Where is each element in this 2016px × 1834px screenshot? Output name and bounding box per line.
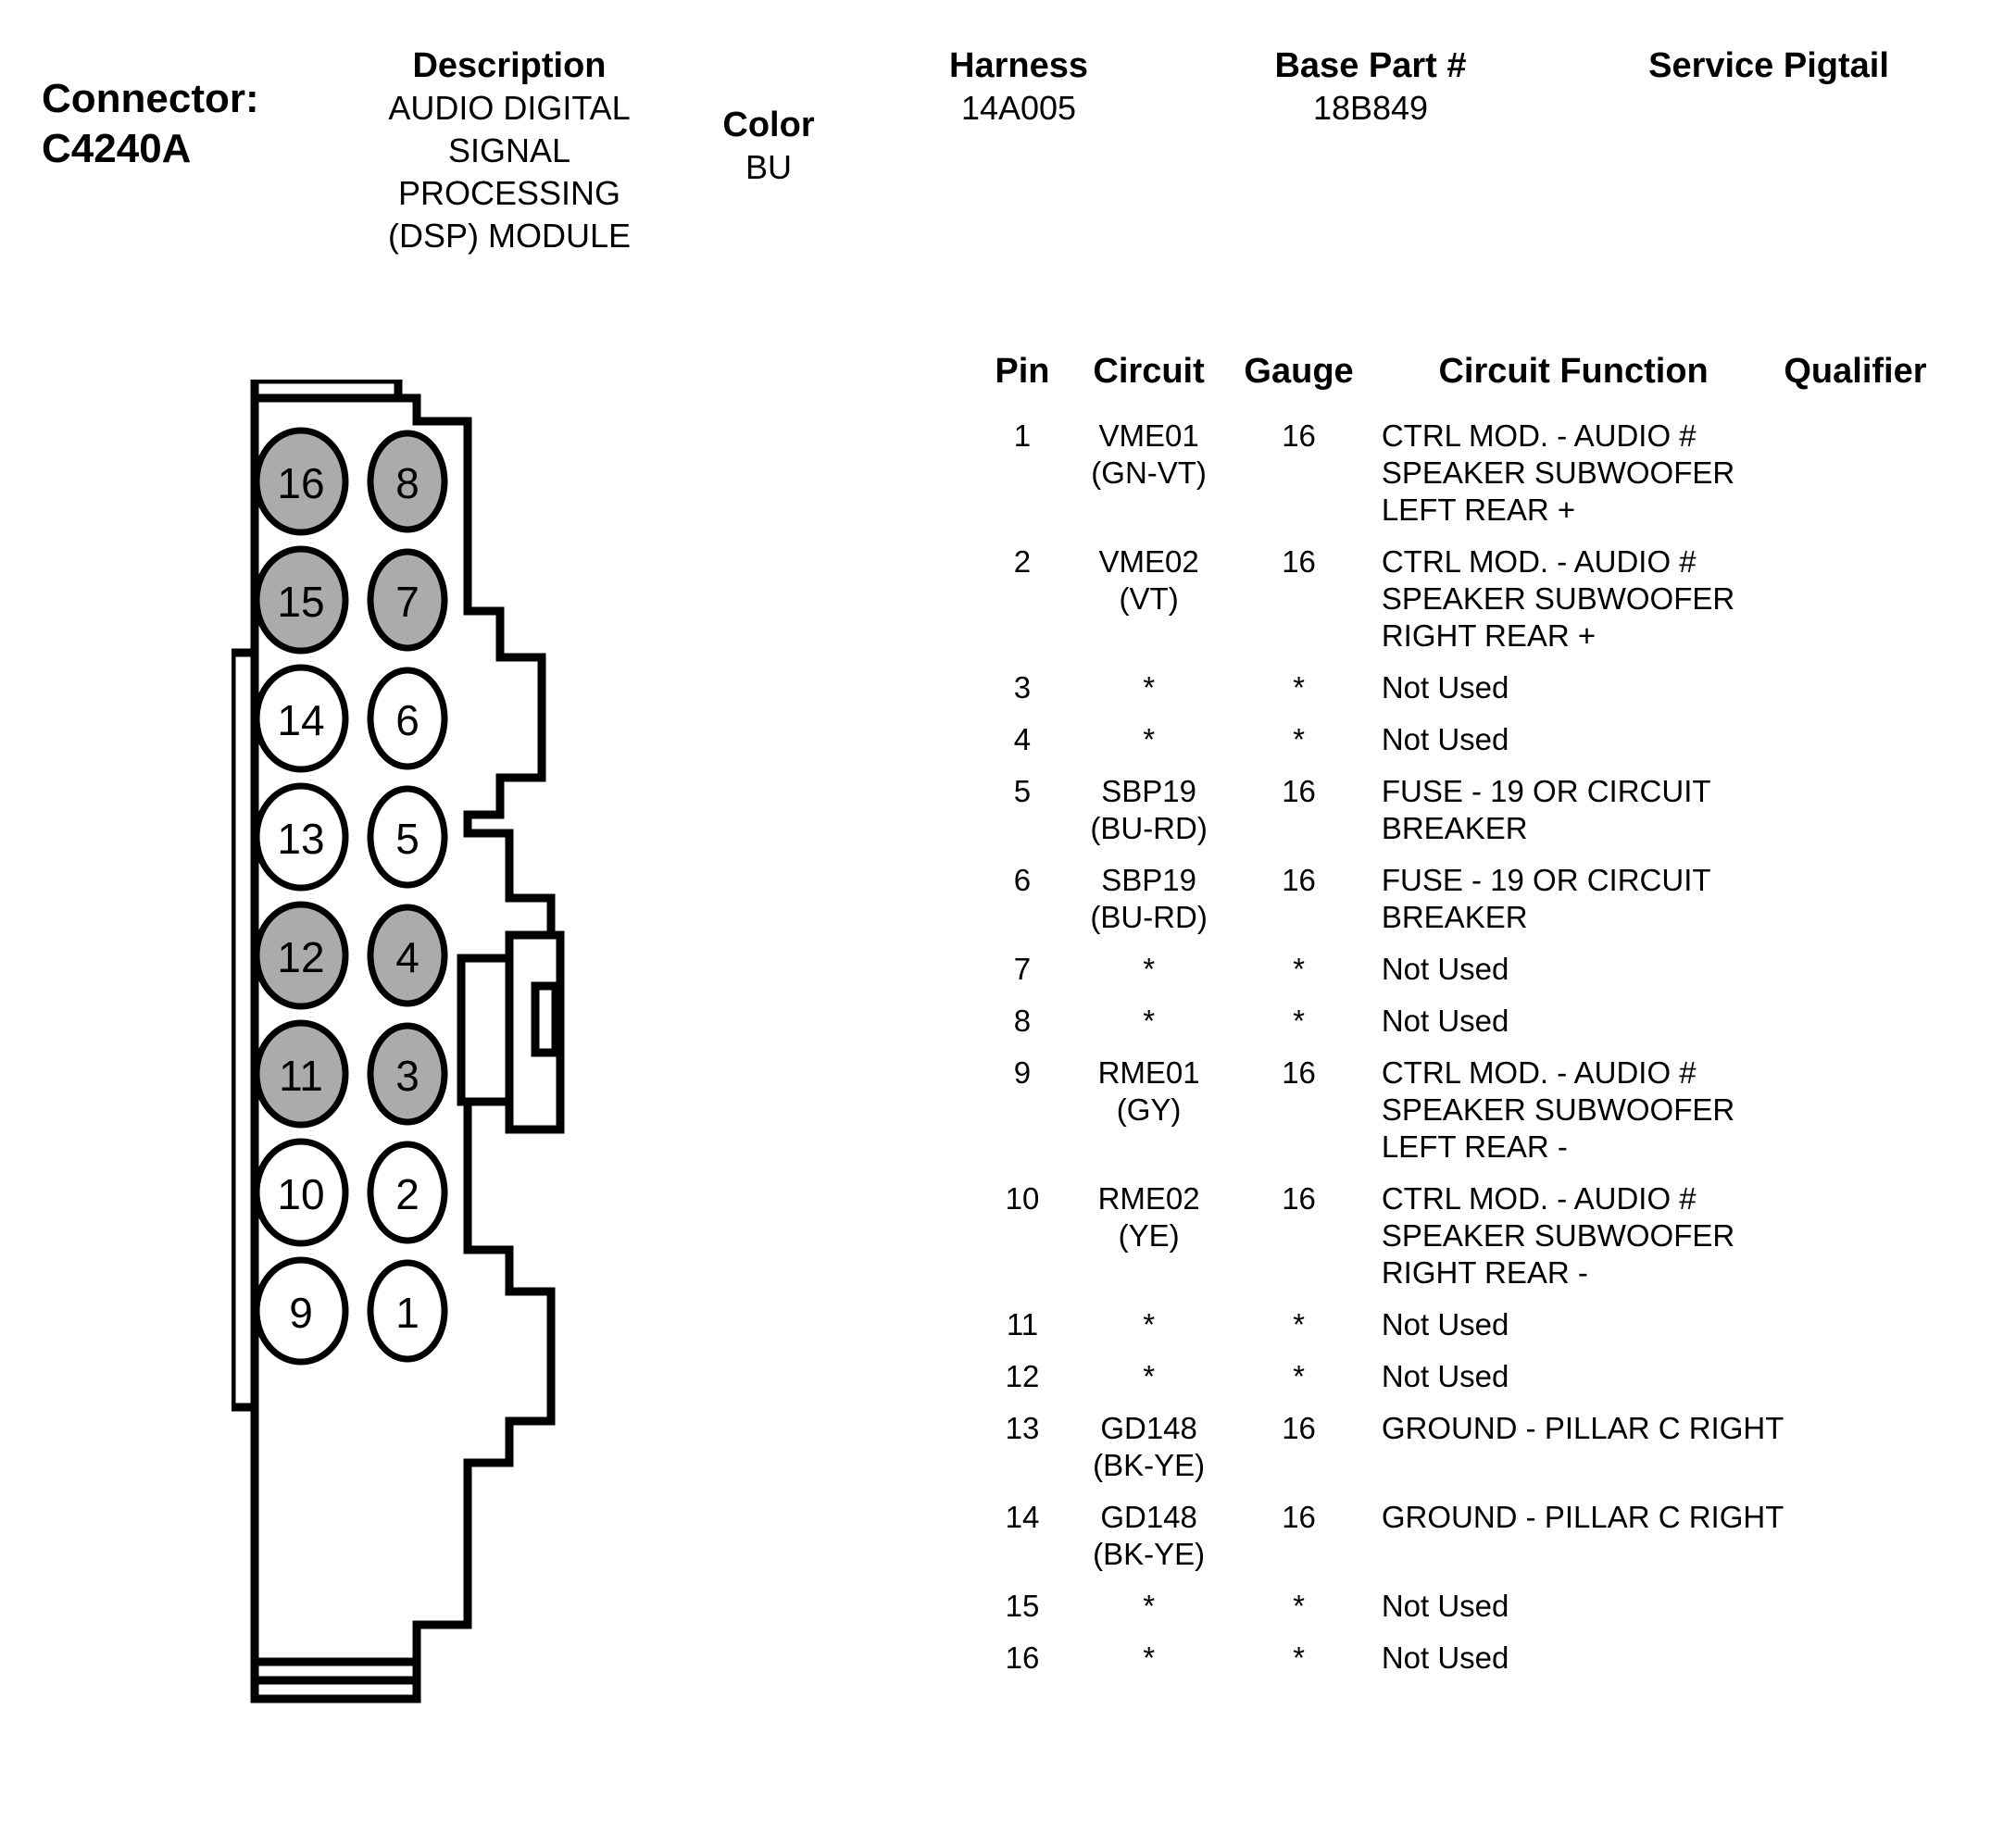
cell-circuit-function bbox=[1363, 1049, 1784, 1175]
cell-gauge: * bbox=[1293, 1004, 1305, 1038]
circuit-code: * bbox=[1143, 1359, 1156, 1393]
cell-qualifier bbox=[1784, 767, 2010, 856]
cell-qualifier bbox=[1784, 1353, 2010, 1404]
table-row bbox=[982, 1353, 2010, 1404]
circuit-function-line: GROUND - PILLAR C RIGHT bbox=[1381, 1411, 1784, 1445]
cell-qualifier bbox=[1784, 1175, 2010, 1301]
cell-pin: 8 bbox=[1013, 1004, 1032, 1038]
cell-gauge: 16 bbox=[1282, 1181, 1316, 1216]
cell-gauge: 16 bbox=[1282, 1500, 1316, 1534]
circuit-code: SBP19 bbox=[1101, 863, 1196, 897]
table-row bbox=[982, 1301, 2010, 1353]
harness-value: 14A005 bbox=[960, 89, 1077, 127]
circuit-code: * bbox=[1143, 1641, 1156, 1675]
description-label: Description bbox=[412, 46, 607, 85]
column-header-gauge: Gauge bbox=[1244, 352, 1354, 391]
cell-qualifier bbox=[1784, 1493, 2010, 1582]
table-row bbox=[982, 1049, 2010, 1175]
circuit-code: RME01 bbox=[1097, 1055, 1200, 1090]
cavity-label-12: 12 bbox=[277, 933, 325, 981]
column-header-qualifier: Qualifier bbox=[1784, 352, 1927, 391]
cell-circuit bbox=[1063, 1634, 1234, 1686]
cell-gauge: * bbox=[1293, 1641, 1305, 1675]
cavity-label-5: 5 bbox=[395, 815, 419, 863]
circuit-function-line: Not Used bbox=[1381, 1004, 1509, 1038]
cell-circuit-function bbox=[1363, 767, 1784, 856]
circuit-function-line: Not Used bbox=[1381, 1359, 1509, 1393]
circuit-function-line: SPEAKER SUBWOOFER bbox=[1381, 1092, 1735, 1127]
cell-pin: 1 bbox=[1013, 418, 1032, 453]
cell-qualifier bbox=[1784, 538, 2010, 664]
cell-pin: 16 bbox=[1005, 1641, 1040, 1675]
circuit-function-line: Not Used bbox=[1381, 722, 1509, 756]
cell-qualifier bbox=[1784, 1049, 2010, 1175]
cavity-label-8: 8 bbox=[395, 459, 419, 507]
cell-circuit-function bbox=[1363, 945, 1784, 997]
cavity-label-13: 13 bbox=[277, 815, 325, 863]
circuit-code: SBP19 bbox=[1101, 774, 1196, 808]
cavity-label-4: 4 bbox=[395, 933, 419, 981]
harness-label: Harness bbox=[949, 46, 1088, 85]
cell-circuit bbox=[1063, 716, 1234, 767]
table-header-row bbox=[982, 352, 2010, 412]
cell-circuit bbox=[1063, 1353, 1234, 1404]
cell-pin: 7 bbox=[1013, 952, 1032, 986]
cell-gauge: 16 bbox=[1282, 1411, 1316, 1445]
table-row bbox=[982, 945, 2010, 997]
cell-gauge: * bbox=[1293, 952, 1305, 986]
circuit-color-code: (BK-YE) bbox=[1093, 1537, 1206, 1571]
cell-circuit-function bbox=[1363, 1582, 1784, 1634]
circuit-function-line: BREAKER bbox=[1381, 900, 1528, 934]
color-column bbox=[685, 104, 852, 189]
harness-column bbox=[889, 44, 1148, 130]
cell-gauge: * bbox=[1293, 722, 1305, 756]
cell-circuit-function bbox=[1363, 716, 1784, 767]
cell-gauge: 16 bbox=[1282, 774, 1316, 808]
circuit-function-line: CTRL MOD. - AUDIO # bbox=[1381, 1055, 1697, 1090]
cell-circuit-function bbox=[1363, 538, 1784, 664]
cell-qualifier bbox=[1784, 664, 2010, 716]
circuit-code: * bbox=[1143, 1307, 1156, 1341]
cell-circuit bbox=[1063, 664, 1234, 716]
cell-circuit bbox=[1063, 1404, 1234, 1493]
circuit-function-line: FUSE - 19 OR CIRCUIT bbox=[1381, 863, 1711, 897]
cell-pin: 11 bbox=[1006, 1307, 1039, 1341]
cavity-label-11: 11 bbox=[279, 1052, 323, 1100]
table-row bbox=[982, 664, 2010, 716]
connector-id: C4240A bbox=[42, 126, 192, 171]
circuit-function-line: Not Used bbox=[1381, 1307, 1509, 1341]
table-row bbox=[982, 1634, 2010, 1686]
circuit-color-code: (BU-RD) bbox=[1090, 900, 1208, 934]
cell-circuit bbox=[1063, 1582, 1234, 1634]
circuit-color-code: (GY) bbox=[1116, 1092, 1182, 1127]
table-row bbox=[982, 1404, 2010, 1493]
column-header-circuit: Circuit bbox=[1093, 352, 1205, 391]
pin-table-body bbox=[982, 412, 2010, 1686]
circuit-color-code: (BU-RD) bbox=[1090, 811, 1208, 845]
cell-pin: 4 bbox=[1013, 722, 1032, 756]
cell-qualifier bbox=[1784, 997, 2010, 1049]
cell-pin: 15 bbox=[1005, 1589, 1040, 1623]
color-value: BU bbox=[745, 148, 792, 186]
circuit-code: * bbox=[1143, 722, 1156, 756]
cell-pin: 12 bbox=[1005, 1359, 1040, 1393]
column-header-function: Circuit Function bbox=[1438, 352, 1709, 391]
cell-circuit-function bbox=[1363, 664, 1784, 716]
cell-circuit bbox=[1063, 1175, 1234, 1301]
cell-circuit-function bbox=[1363, 856, 1784, 945]
cell-circuit bbox=[1063, 1049, 1234, 1175]
cavity-label-7: 7 bbox=[395, 578, 419, 626]
cell-circuit-function bbox=[1363, 412, 1784, 538]
connector-title bbox=[42, 74, 347, 174]
column-header-pin: Pin bbox=[995, 352, 1050, 391]
circuit-color-code: (VT) bbox=[1119, 581, 1179, 616]
circuit-code: VME02 bbox=[1098, 544, 1199, 579]
circuit-code: GD148 bbox=[1100, 1500, 1197, 1534]
cell-circuit-function bbox=[1363, 1493, 1784, 1582]
base-part-label: Base Part # bbox=[1274, 46, 1467, 85]
circuit-function-line: GROUND - PILLAR C RIGHT bbox=[1381, 1500, 1784, 1534]
cell-gauge: 16 bbox=[1282, 544, 1316, 579]
cell-gauge: 16 bbox=[1282, 1055, 1316, 1090]
circuit-code: * bbox=[1143, 1004, 1156, 1038]
connector-diagram bbox=[232, 380, 806, 1796]
cell-pin: 5 bbox=[1013, 774, 1032, 808]
cell-qualifier bbox=[1784, 1301, 2010, 1353]
service-pigtail-column bbox=[1593, 44, 1945, 87]
table-row bbox=[982, 856, 2010, 945]
cell-circuit bbox=[1063, 1493, 1234, 1582]
cell-circuit-function bbox=[1363, 1634, 1784, 1686]
table-row bbox=[982, 1175, 2010, 1301]
cavity-label-16: 16 bbox=[277, 459, 325, 507]
cavity-label-15: 15 bbox=[277, 578, 325, 626]
cell-qualifier bbox=[1784, 1582, 2010, 1634]
table-row bbox=[982, 1493, 2010, 1582]
circuit-function-line: CTRL MOD. - AUDIO # bbox=[1381, 418, 1697, 453]
description-value: AUDIO DIGITAL SIGNAL PROCESSING (DSP) MODULE bbox=[387, 89, 632, 255]
circuit-code: * bbox=[1143, 1589, 1156, 1623]
cell-qualifier bbox=[1784, 945, 2010, 997]
cell-gauge: * bbox=[1293, 1359, 1305, 1393]
cell-qualifier bbox=[1784, 1634, 2010, 1686]
cell-qualifier bbox=[1784, 856, 2010, 945]
cell-circuit-function bbox=[1363, 997, 1784, 1049]
table-row bbox=[982, 1582, 2010, 1634]
cell-gauge: 16 bbox=[1282, 418, 1316, 453]
cavity-label-10: 10 bbox=[277, 1170, 325, 1218]
cell-gauge: * bbox=[1293, 1307, 1305, 1341]
table-row bbox=[982, 997, 2010, 1049]
cell-circuit-function bbox=[1363, 1301, 1784, 1353]
cell-circuit bbox=[1063, 767, 1234, 856]
header bbox=[0, 0, 2016, 287]
circuit-function-line: CTRL MOD. - AUDIO # bbox=[1381, 544, 1697, 579]
color-label: Color bbox=[722, 106, 815, 144]
circuit-function-line: SPEAKER SUBWOOFER bbox=[1381, 1218, 1735, 1253]
description-column bbox=[352, 44, 667, 257]
table-row bbox=[982, 412, 2010, 538]
cell-circuit-function bbox=[1363, 1353, 1784, 1404]
cell-circuit-function bbox=[1363, 1404, 1784, 1493]
circuit-color-code: (GN-VT) bbox=[1091, 455, 1207, 490]
circuit-code: * bbox=[1143, 952, 1156, 986]
pin-table bbox=[982, 352, 2010, 1686]
circuit-function-line: Not Used bbox=[1381, 1641, 1509, 1675]
base-part-value: 18B849 bbox=[1312, 89, 1429, 127]
table-row bbox=[982, 538, 2010, 664]
circuit-code: * bbox=[1143, 670, 1156, 705]
circuit-function-line: Not Used bbox=[1381, 952, 1509, 986]
circuit-code: GD148 bbox=[1100, 1411, 1197, 1445]
circuit-function-line: CTRL MOD. - AUDIO # bbox=[1381, 1181, 1697, 1216]
cell-pin: 10 bbox=[1005, 1181, 1040, 1216]
connector-label-text: Connector: bbox=[42, 76, 259, 121]
circuit-function-line: FUSE - 19 OR CIRCUIT bbox=[1381, 774, 1711, 808]
cell-circuit bbox=[1063, 856, 1234, 945]
cell-gauge: * bbox=[1293, 1589, 1305, 1623]
cell-gauge: 16 bbox=[1282, 863, 1316, 897]
circuit-function-line: Not Used bbox=[1381, 1589, 1509, 1623]
cell-pin: 2 bbox=[1013, 544, 1032, 579]
table-row bbox=[982, 767, 2010, 856]
cell-circuit bbox=[1063, 412, 1234, 538]
cell-pin: 14 bbox=[1005, 1500, 1040, 1534]
circuit-color-code: (YE) bbox=[1118, 1218, 1180, 1253]
circuit-function-line: BREAKER bbox=[1381, 811, 1528, 845]
circuit-code: RME02 bbox=[1097, 1181, 1200, 1216]
cavity-label-2: 2 bbox=[395, 1170, 419, 1218]
circuit-function-line: RIGHT REAR - bbox=[1381, 1255, 1588, 1290]
circuit-function-line: LEFT REAR - bbox=[1381, 1129, 1568, 1164]
circuit-function-line: RIGHT REAR + bbox=[1381, 618, 1597, 653]
cell-qualifier bbox=[1784, 716, 2010, 767]
cell-qualifier bbox=[1784, 412, 2010, 538]
cavity-label-1: 1 bbox=[395, 1289, 419, 1337]
cell-pin: 3 bbox=[1013, 670, 1032, 705]
circuit-function-line: Not Used bbox=[1381, 670, 1509, 705]
cell-qualifier bbox=[1784, 1404, 2010, 1493]
cell-pin: 13 bbox=[1005, 1411, 1040, 1445]
cell-circuit bbox=[1063, 945, 1234, 997]
circuit-code: VME01 bbox=[1098, 418, 1199, 453]
circuit-function-line: SPEAKER SUBWOOFER bbox=[1381, 581, 1735, 616]
cell-circuit bbox=[1063, 538, 1234, 664]
cell-circuit-function bbox=[1363, 1175, 1784, 1301]
circuit-function-line: SPEAKER SUBWOOFER bbox=[1381, 455, 1735, 490]
cavity-label-9: 9 bbox=[289, 1289, 313, 1337]
cell-circuit bbox=[1063, 1301, 1234, 1353]
cavity-label-14: 14 bbox=[277, 696, 325, 744]
cell-pin: 9 bbox=[1013, 1055, 1032, 1090]
table-row bbox=[982, 716, 2010, 767]
base-part-column bbox=[1213, 44, 1528, 130]
cavity-label-6: 6 bbox=[395, 696, 419, 744]
circuit-function-line: LEFT REAR + bbox=[1381, 493, 1576, 527]
cell-gauge: * bbox=[1293, 670, 1305, 705]
circuit-color-code: (BK-YE) bbox=[1093, 1448, 1206, 1482]
service-pigtail-label: Service Pigtail bbox=[1648, 46, 1889, 85]
cavity-label-3: 3 bbox=[395, 1052, 419, 1100]
cell-pin: 6 bbox=[1013, 863, 1032, 897]
cell-circuit bbox=[1063, 997, 1234, 1049]
